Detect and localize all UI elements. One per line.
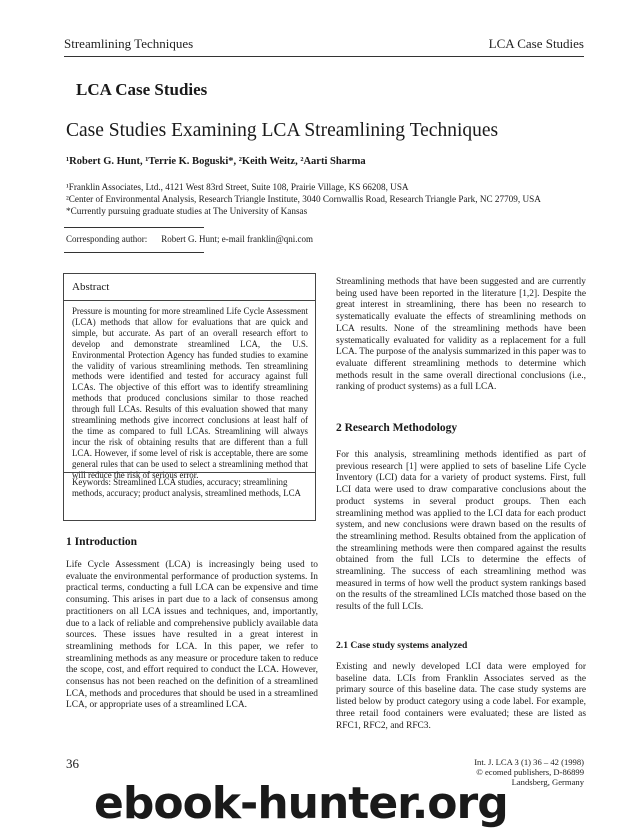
abstract-text: Pressure is mounting for more streamlined Life Cycle Assessment (LCA) methods that allow for evaluations that are quick and simple, but accurate. As part of an overall research effort to develop and demonstrate streamlined LCA, the U.S. Environmental Protection Agency has funded studies to examine the validity of various streamlining methods. Ten streamlining methods were identified and tested for accuracy against full LCAs. The objective of this effort was to identify streamlining methods that produced conclusions similar to those reached through full LCAs. Results of this evaluation showed that many streamlining methods give incorrect conclusions at least half of the time as compared to full LCAs. Streamlining will always incur the risk of obtaining results that are different than a full LCA. However, if some level of risk is acceptable, there are some general rules that can be used to select a streamlining method that will reduce the risk of serious error.: [72, 306, 308, 480]
corresponding-value: Robert G. Hunt; e-mail franklin@qni.com: [161, 234, 314, 244]
header-rule: [64, 56, 584, 57]
introduction-heading: 1 Introduction: [66, 536, 138, 548]
corresponding-rule: [64, 227, 204, 228]
methodology-heading: 2 Research Methodology: [336, 422, 458, 434]
authors: ¹Robert G. Hunt, ¹Terrie K. Boguski*, ²Keith Weitz, ²Aarti Sharma: [66, 156, 366, 167]
affiliation-note: *Currently pursuing graduate studies at The University of Kansas: [66, 206, 308, 216]
section-label: LCA Case Studies: [76, 80, 208, 99]
subsection-heading: 2.1 Case study systems analyzed: [336, 640, 468, 651]
corresponding-rule-bottom: [64, 252, 204, 253]
corresponding-label: Corresponding author:: [66, 234, 148, 244]
citation-line-1: Int. J. LCA 3 (1) 36 – 42 (1998): [474, 757, 584, 767]
citation-line-2: © ecomed publishers, D-86899 Landsberg, Germany: [476, 767, 584, 788]
corresponding-author: [66, 234, 313, 244]
right-intro-text: Streamlining methods that have been suggested and are currently being used have been reported in the literature [1,2]. Despite the great interest in streamlining, there has been no research to systematically evaluate the effects of streamlining methods on LCA results. None of the streamlining methods have been systematically evaluated for validity as a replacement for a full LCA. The purpose of the analysis summarized in this paper was to evaluate different streamlining methods to determine which methods result in the same overall directional conclusions (i.e., ranking of product systems) as a full LCA.: [336, 277, 586, 393]
abstract-heading: Abstract: [64, 274, 315, 301]
page-number: 36: [66, 756, 79, 771]
affiliation-1: ¹Franklin Associates, Ltd., 4121 West 83rd Street, Suite 108, Prairie Village, KS 66208, USA: [66, 182, 409, 192]
affiliation-2: ²Center of Environmental Analysis, Research Triangle Institute, 3040 Cornwallis Road, Research Triangle Park, NC 27709, USA: [66, 194, 541, 204]
subsection-text: Existing and newly developed LCI data were employed for baseline data. LCIs from Franklin Associates served as the primary source of this baseline data. The case study systems are listed below by product category using a code label. For example, three retail food containers were evaluated; these are listed as RFC1, RFC2, and RFC3.: [336, 662, 586, 731]
running-header-left: Streamlining Techniques: [64, 36, 194, 51]
paper-title: Case Studies Examining LCA Streamlining Techniques: [66, 120, 499, 141]
abstract-keywords: Keywords: Streamlined LCA studies, accuracy; streamlining methods, accuracy; product analysis, streamlined methods, LCA: [64, 472, 315, 499]
watermark: ebook-hunter.org: [94, 778, 508, 829]
abstract-box: [63, 273, 316, 521]
methodology-text: For this analysis, streamlining methods identified as part of previous research [1] were applied to sets of baseline Life Cycle Inventory (LCI) data for a variety of product systems. First, full LCI data were used to draw comparative conclusions about the product systems in several product groups. Then each streamlining method was applied to the LCI data for each product system, and new conclusions were drawn based on the results of the streamlining method. Results obtained from the application of the streamlining methods were then compared against the results obtained from the full LCIs to determine the effects of streamlining. The success of each streamlining method was measured in terms of how well the product system rankings based on the results of the streamlined LCIs matched those based on the results of the full LCIs.: [336, 450, 586, 613]
running-header-right: LCA Case Studies: [488, 36, 584, 51]
introduction-text: Life Cycle Assessment (LCA) is increasingly being used to evaluate the environmental performance of production systems. In practical terms, conducting a full LCA can be expensive and time consuming. This arises in part due to a lack of consensus among practitioners on all LCA issues and techniques, and, importantly, due to a lack of reliable and comprehensive publicly available data sources. These issues have resulted in a great interest in streamlining methods for LCA. In this paper, we refer to streamlining methods as any measure or procedure taken to reduce the scope, cost, and effort required to conduct the LCA. However, consensus has not been reached on the definition of a streamlined LCA, methods and procedures that should be used in a streamlined LCA, or appropriate uses of a streamlined LCA.: [66, 560, 318, 711]
